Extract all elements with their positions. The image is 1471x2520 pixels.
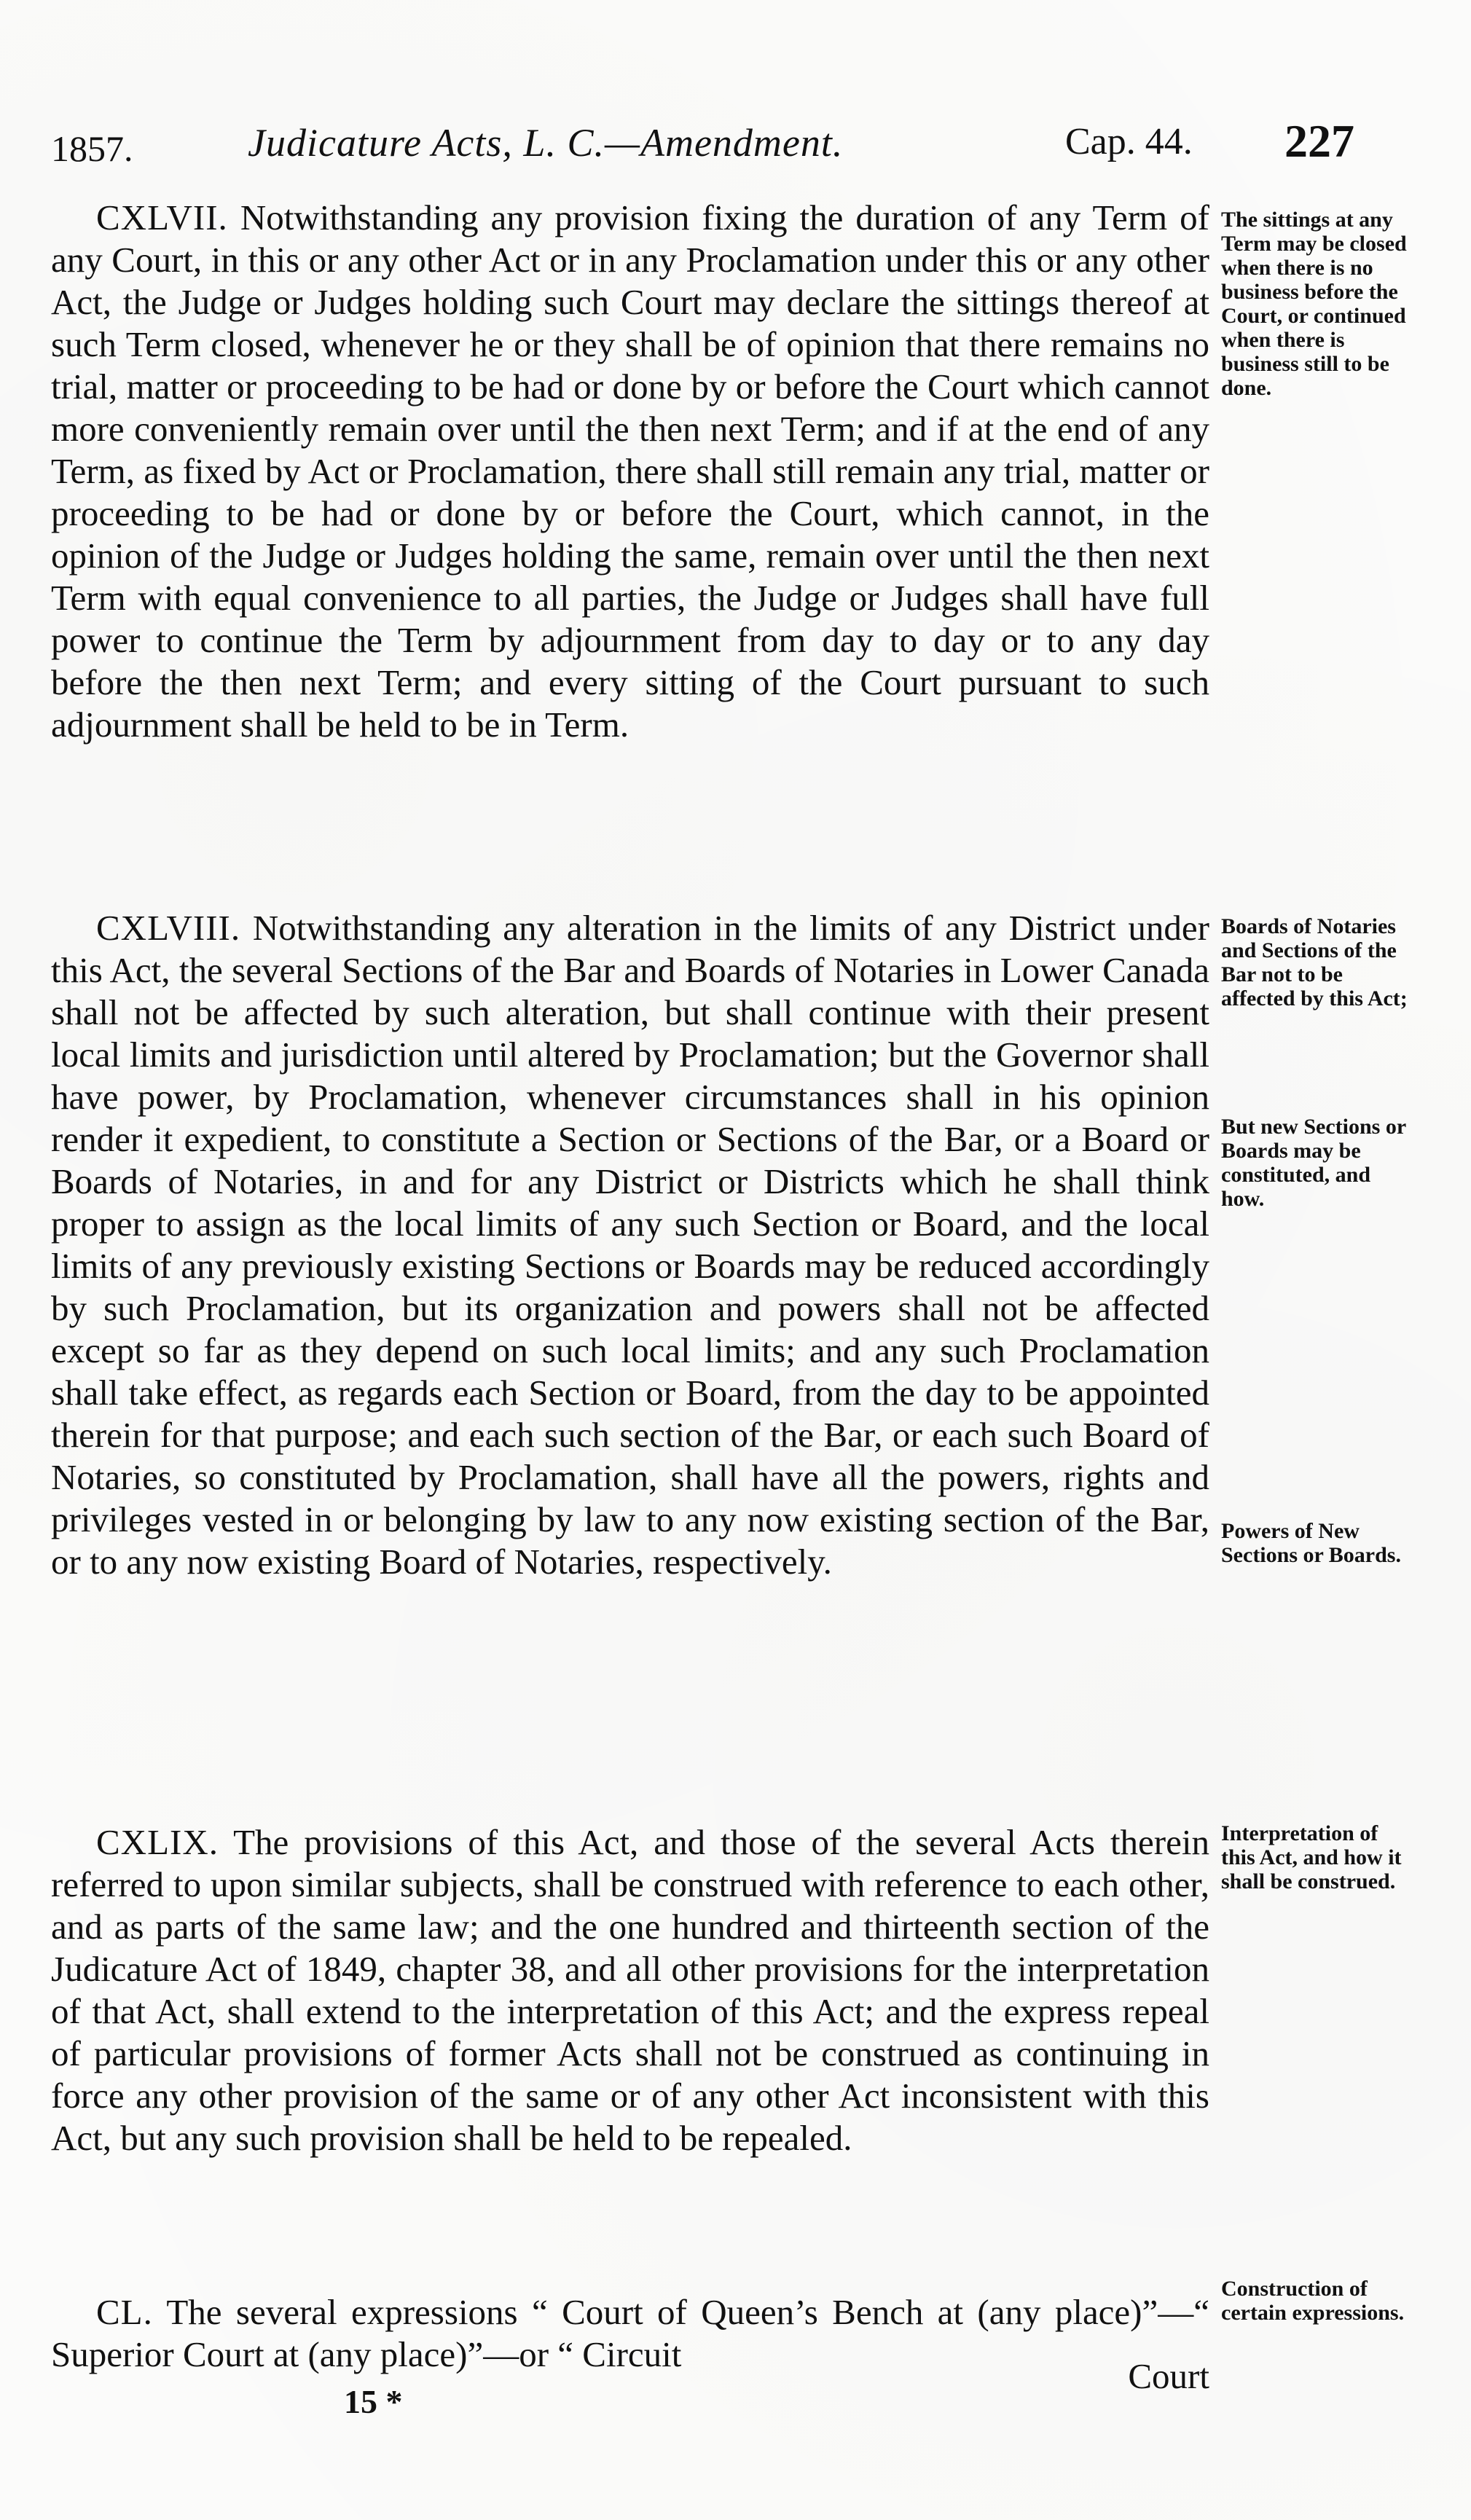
section-paragraph xyxy=(51,197,1209,746)
section-cxlvii xyxy=(51,197,1209,746)
running-header xyxy=(51,115,1370,171)
sidenote-construction: Construction of certain expressions. xyxy=(1221,2277,1405,2325)
header-chapter: Cap. 44. xyxy=(1065,121,1193,162)
section-paragraph xyxy=(51,907,1209,1583)
catchword: Court xyxy=(1128,2356,1209,2396)
sidenote-powers: Powers of New Sections or Boards. xyxy=(1221,1519,1401,1567)
page-number: 227 xyxy=(1284,115,1354,167)
section-number: CXLIX. xyxy=(96,1822,219,1862)
section-paragraph xyxy=(51,1821,1209,2159)
section-text: Notwithstanding any alteration in the limits of any District under this Act, the several Sections of the Bar and Boards of Notaries in Lower Canada shall not be affected by such alteration, but shall continue with their present local limits and jurisdiction until altered by Proclamation; but the Governor shall have power, by Proclamation, whenever circumstances shall in his opinion render it expedient, to constitute a Section or Sections of the Bar, or a Board or Boards of Notaries, in and for any District or Districts which he shall think proper to assign as the local limits of any such Section or Board, and the local limits of any previously existing Sections or Boards may be reduced accordingly by such Proclamation, but its organization and powers shall not be affected except so far as they depend on such local limits; and any such Proclamation shall take effect, as regards each Section or Board, from the day to be appointed therein for that purpose; and each such section of the Bar, or each such Board of Notaries, so constituted by Proclamation, shall have all the powers, rights and privileges vested in or belonging by law to any now existing section of the Bar, or to any now existing Board of Notaries, respectively. xyxy=(51,908,1209,1582)
signature-mark: 15 * xyxy=(344,2383,403,2420)
sidenote-interpretation: Interpretation of this Act, and how it shall be construed. xyxy=(1221,1821,1402,1893)
section-number: CL. xyxy=(96,2292,153,2332)
sidenote-sittings: The sittings at any Term may be closed when there is no business before the Court, or continued when there is business still to be done. xyxy=(1221,208,1407,400)
section-text: Notwithstanding any provision fixing the duration of any Term of any Court, in this or any other Act or in any Proclamation under this or any other Act, the Judge or Judges holding such Court may declare the sittings thereof at such Term closed, whenever he or they shall be of opinion that there remains no trial, matter or proceeding to be had or done by or before the Court which cannot more conveniently remain over until the then next Term; and if at the end of any Term, as fixed by Act or Proclamation, there shall still remain any trial, matter or proceeding to be had or done by or before the Court, which cannot, in the opinion of the Judge or Judges holding the same, remain over until the then next Term with equal convenience to all parties, the Judge or Judges shall have full power to continue the Term by adjournment from day to day or to any day before the then next Term; and every sitting of the Court pursuant to such adjournment shall be held to be in Term. xyxy=(51,197,1209,745)
sidenote-boards-not-affected: Boards of Notaries and Sections of the Bar not to be affected by this Act; xyxy=(1221,914,1408,1010)
section-cxlviii xyxy=(51,907,1209,1583)
section-number: CXLVII. xyxy=(96,197,228,238)
section-cxlix xyxy=(51,1821,1209,2159)
header-year: 1857. xyxy=(51,128,133,169)
section-number: CXLVIII. xyxy=(96,908,241,948)
sidenote-new-sections: But new Sections or Boards may be constituted, and how. xyxy=(1221,1115,1406,1211)
section-paragraph xyxy=(51,2291,1209,2376)
section-text: The several expressions “ Court of Queen’s Bench at (any place)”—“ Superior Court at (any place)”—or “ Circuit xyxy=(51,2292,1209,2374)
header-title: Judicature Acts, L. C.—Amendment. xyxy=(248,121,844,165)
section-text: The provisions of this Act, and those of the several Acts therein referred to upon similar subjects, shall be construed with reference to each other, and as parts of the same law; and the one hundred and thirteenth section of the Judicature Act of 1849, chapter 38, and all other provisions for the interpretation of that Act, shall extend to the interpretation of this Act; and the express repeal of particular provisions of former Acts shall not be construed as continuing in force any other provision of the same or of any other Act inconsistent with this Act, but any such provision shall be held to be repealed. xyxy=(51,1822,1209,2158)
section-cl xyxy=(51,2291,1209,2396)
